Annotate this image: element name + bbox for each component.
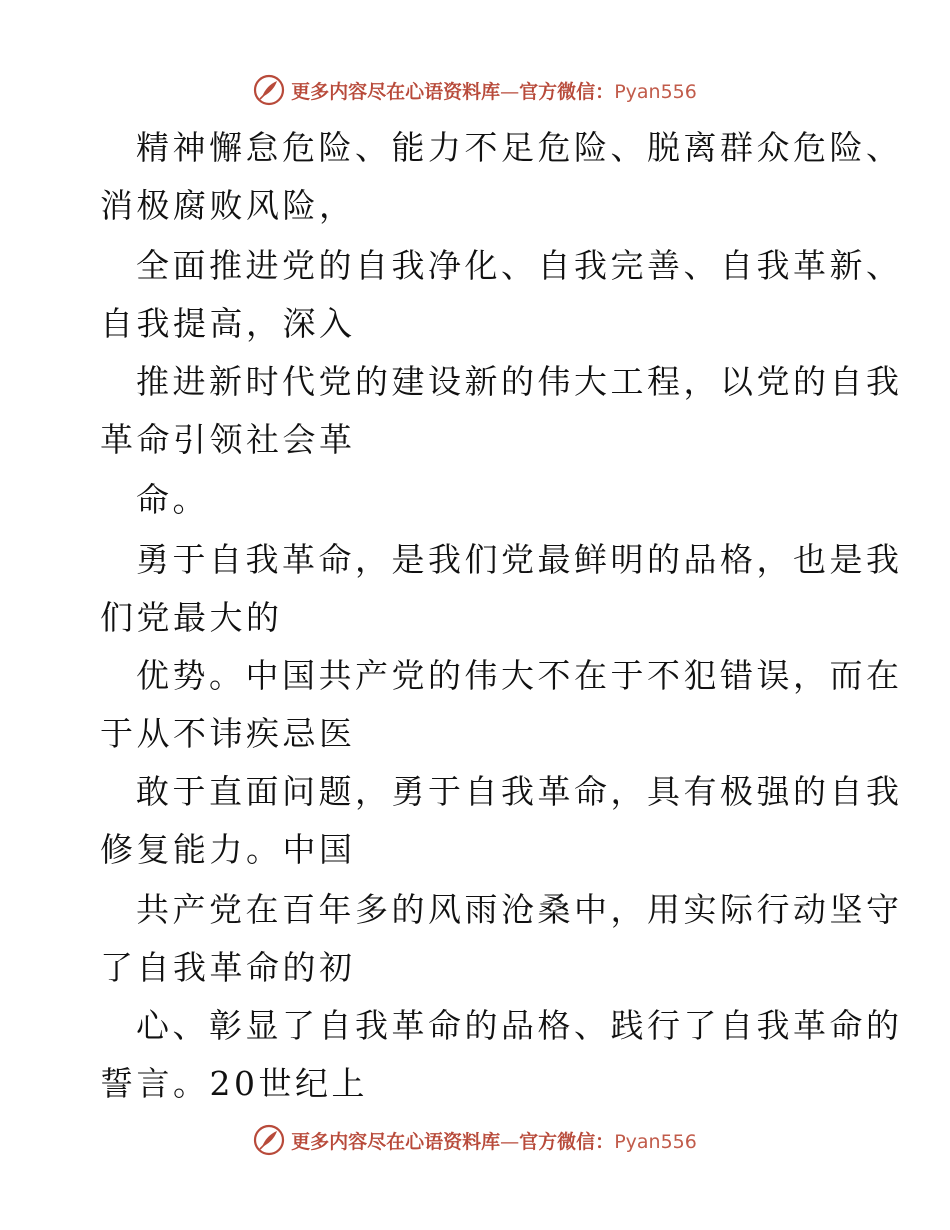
feather-quill-logo-icon bbox=[253, 74, 285, 106]
watermark-wechat-label: 官方微信： bbox=[519, 1130, 615, 1153]
text-line: 了自我革命的初 bbox=[100, 948, 356, 987]
watermark-wechat-id: Pyan556 bbox=[614, 80, 697, 103]
text-line: 勇于自我革命，是我们党最鲜明的品格，也是我 bbox=[136, 540, 903, 579]
watermark-text bbox=[291, 77, 697, 104]
text-line: 命。 bbox=[136, 480, 209, 519]
header-watermark bbox=[0, 70, 950, 110]
text-line: 优势。中国共产党的伟大不在于不犯错误，而在 bbox=[136, 656, 903, 695]
text-line: 消极腐败风险， bbox=[100, 186, 356, 225]
text-line: 心、彰显了自我革命的品格、践行了自我革命的 bbox=[136, 1006, 903, 1045]
watermark-wechat-label: 官方微信： bbox=[519, 80, 615, 103]
footer-watermark bbox=[0, 1120, 950, 1160]
watermark-wechat-id: Pyan556 bbox=[614, 1130, 697, 1153]
feather-quill-logo-icon bbox=[253, 1124, 285, 1156]
text-line: 革命引领社会革 bbox=[100, 420, 356, 459]
watermark-text bbox=[291, 1127, 697, 1154]
text-line: 共产党在百年多的风雨沧桑中，用实际行动坚守 bbox=[136, 890, 903, 929]
text-line: 精神懈怠危险、能力不足危险、脱离群众危险、 bbox=[136, 128, 903, 167]
text-line: 推进新时代党的建设新的伟大工程，以党的自我 bbox=[136, 362, 903, 401]
watermark-separator: — bbox=[500, 80, 520, 103]
text-line: 修复能力。中国 bbox=[100, 830, 356, 869]
text-line: 们党最大的 bbox=[100, 598, 283, 637]
text-line: 于从不讳疾忌医 bbox=[100, 714, 356, 753]
text-line: 敢于直面问题，勇于自我革命，具有极强的自我 bbox=[136, 772, 903, 811]
text-line: 自我提高，深入 bbox=[100, 304, 356, 343]
watermark-site-text: 更多内容尽在心语资料库 bbox=[291, 80, 501, 103]
watermark-separator: — bbox=[500, 1130, 520, 1153]
watermark-site-text: 更多内容尽在心语资料库 bbox=[291, 1130, 501, 1153]
text-line: 全面推进党的自我净化、自我完善、自我革新、 bbox=[136, 246, 903, 285]
text-line: 誓言。20世纪上 bbox=[100, 1064, 368, 1103]
